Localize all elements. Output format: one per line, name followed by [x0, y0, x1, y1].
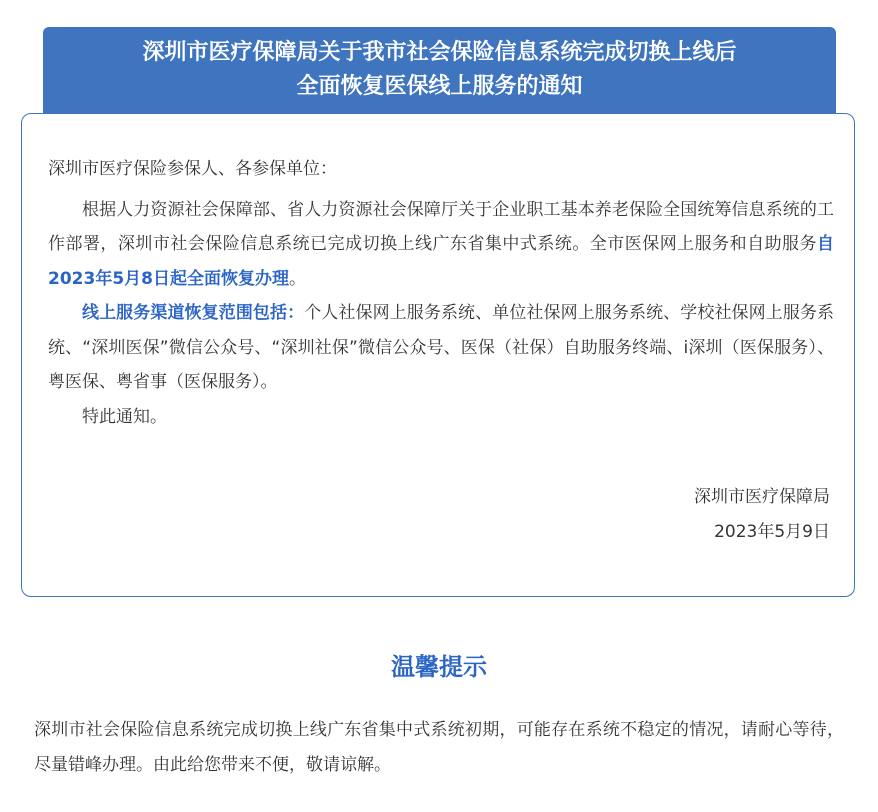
paragraph-1-text: 根据人力资源社会保障部、省人力资源社会保障厅关于企业职工基本养老保险全国统筹信息系统的工作部署，深圳市社会保险信息系统已完成切换上线广东省集中式系统。全市医保网上服务和自助服务 — [48, 199, 834, 254]
notice-paragraph-2 — [48, 296, 834, 400]
notice-title-line-2: 全面恢复医保线上服务的通知 — [296, 74, 583, 99]
resume-date-highlight: 自2023年5月8日起全面恢复办理 — [48, 234, 834, 289]
paragraph-1-end: 。 — [288, 268, 306, 289]
signature-block — [694, 480, 830, 549]
notice-paragraph-3: 特此通知。 — [82, 406, 167, 427]
notice-body — [48, 152, 834, 434]
signature-date: 2023年5月9日 — [714, 521, 830, 542]
paragraph-2-text: 个人社保网上服务系统、单位社保网上服务系统、学校社保网上服务系统、“深圳医保”微信公众号、“深圳社保”微信公众号、医保（社保）自助服务终端、i深圳（医保服务）、粤医保、粤省事（医保服务）。 — [48, 303, 835, 392]
tips-heading — [381, 650, 497, 684]
tips-body — [34, 713, 844, 783]
tips-heading-wrap — [0, 650, 878, 684]
signature-organization: 深圳市医疗保障局 — [694, 487, 830, 507]
tips-paragraph: 深圳市社会保险信息系统完成切换上线广东省集中式系统初期，可能存在系统不稳定的情况，请耐心等待，尽量错峰办理。由此给您带来不便，敬请谅解。 — [34, 720, 844, 775]
tips-heading-text: 温馨提示 — [391, 653, 487, 681]
service-scope-highlight: 线上服务渠道恢复范围包括： — [82, 303, 305, 323]
notice-paragraph-1 — [48, 193, 834, 297]
salutation: 深圳市医疗保险参保人、各参保单位： — [48, 159, 337, 179]
notice-title — [43, 36, 836, 104]
notice-title-line-1: 深圳市医疗保障局关于我市社会保险信息系统完成切换上线后 — [142, 40, 737, 65]
